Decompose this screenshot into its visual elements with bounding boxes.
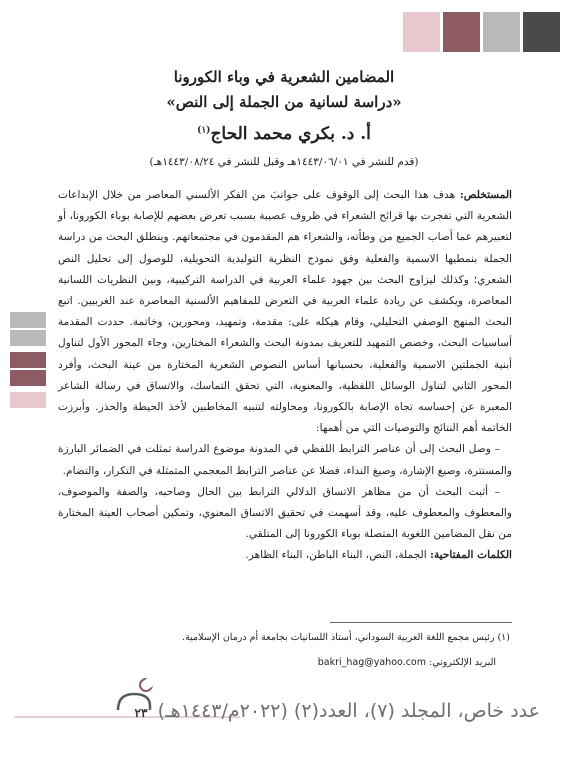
issue-info: عدد خاص، المجلد (٧)، العدد(٢) (٢٠٢٢م/١٤٤٣هـ) <box>157 700 540 722</box>
article-title: المضامين الشعرية في وباء الكورونا <box>173 68 395 86</box>
top-decor-bar-1 <box>403 12 440 52</box>
email-label: البريد الإلكتروني: <box>429 657 496 668</box>
footnote-affiliation: (١) رئيس مجمع اللغة العربية السوداني، أستاذ اللسانيات بجامعة أم درمان الإسلامية. <box>182 632 510 643</box>
result-item-1: – وصل البحث إلى أن عناصر الترابط اللفظي في المدونة موضوع الدراسة تمثلت في الضمائر البارزة والمستترة، وصيغ الإشارة، وصيغ النداء، فضلا عن عناصر الترابط المعجمي المتمثلة في التكرار، والتضام. <box>58 443 512 477</box>
submission-dates: (قدم للنشر في ١٤٤٣/٠٦/٠١هـ وقبل للنشر في ١٤٤٣/٠٨/٢٤هـ) <box>149 156 419 168</box>
author-name: أ. د. بكري محمد الحاج <box>210 124 371 144</box>
author-footnote-mark: (١) <box>197 125 211 136</box>
top-decor-bar-3 <box>483 12 520 52</box>
side-decor-bar-5 <box>10 392 46 408</box>
top-decor-bar-2 <box>443 12 480 52</box>
abstract-label: المستخلص: <box>459 189 513 201</box>
abstract-body <box>58 185 512 567</box>
side-decor-bar-4 <box>10 370 46 386</box>
keywords-label: الكلمات المفتاحية: <box>430 549 512 562</box>
email-address: bakri_hag@yahoo.com <box>317 657 427 668</box>
article-subtitle: «دراسة لسانية من الجملة إلى النص» <box>166 93 402 111</box>
page-number: ٢٣ <box>134 706 148 720</box>
top-decor-bar-4 <box>523 12 560 52</box>
side-decor-bar-1 <box>10 312 46 328</box>
abstract-text: هدف هذا البحث إلى الوقوف على جوانبَ من الفكر الألسني المعاصر من خلال الإبداعات الشعرية التي تفجرت بها قرائح الشعراء في ظروف عصيبة بسبب تعرض بعضهم للإصابة بوباء الكورونا، أو لتعبيرهم عما أصاب الجميع من وطأته، والشعراء هم المقدمون في مجتمعاتهم. وينطلق البحث من دراسة الجملة بنمطيها الاسمية والفعلية وفق نموذج النظرية التوليدية التحويلية، للوصول إلى تحليل النص الشعري؛ وكذلك ليزاوج البحث بين جهود علماء العربية في الدراسة التركيبية، وبين النظريات اللسانية المعاصرة، ويكشف عن ريادة علماء العربية في التعرض للمفاهيم الألسنية المعاصرة عند الغربيين. اتبع البحث المنهج الوصفي التحليلي، وقام هيكله على: مقدمة، وتمهيد، ومحورين، وخاتمة. حددت المقدمة أساسيات البحث، وخصص التمهيد للتعريف بمدونة البحث والشعراء المختارين، وجاء المحور الأول لتناول أبنية الجملتين الاسمية والفعلية، بحسبانها أساس النصوص الشعرية المختارة من عينة البحث، وأفرد المحور الثاني لتناول الوسائل اللفظية، والمعنوية، التي تحقق التماسك، والاتساق في رسالة الشاعر المعبرة عن إحساسه تجاه الإصابة بالكورونا، ومحاولته لتنبيه المخاطبين لأخذ الحيطة والحذر. وأبرزت الخاتمة أهم النتائج والتوصيات التي من أهمها: <box>58 189 512 435</box>
footnote-email-line <box>56 657 510 668</box>
footnote-divider <box>330 622 512 623</box>
abstract-paragraph <box>58 185 512 439</box>
result-item-2: – أثبت البحث أن من مظاهر الاتساق الدلالي الترابط بين الحال وصاحبه، والصفة والموصوف، والمعطوف والمعطوف عليه، وقد أسهمت في تحقيق الاتساق المعنوي، وتمكين أصحاب العينة المختارة من نقل المضامين اللغوية المتصلة بوباء الكورونا إلى المتلقي. <box>58 485 512 541</box>
side-decor-bar-2 <box>10 330 46 346</box>
author-line <box>0 124 568 144</box>
keywords-line <box>58 545 512 566</box>
side-decor-bar-3 <box>10 352 46 368</box>
keywords-text: الجملة، النص، البناء الباطن، البناء الظاهر. <box>245 549 427 562</box>
